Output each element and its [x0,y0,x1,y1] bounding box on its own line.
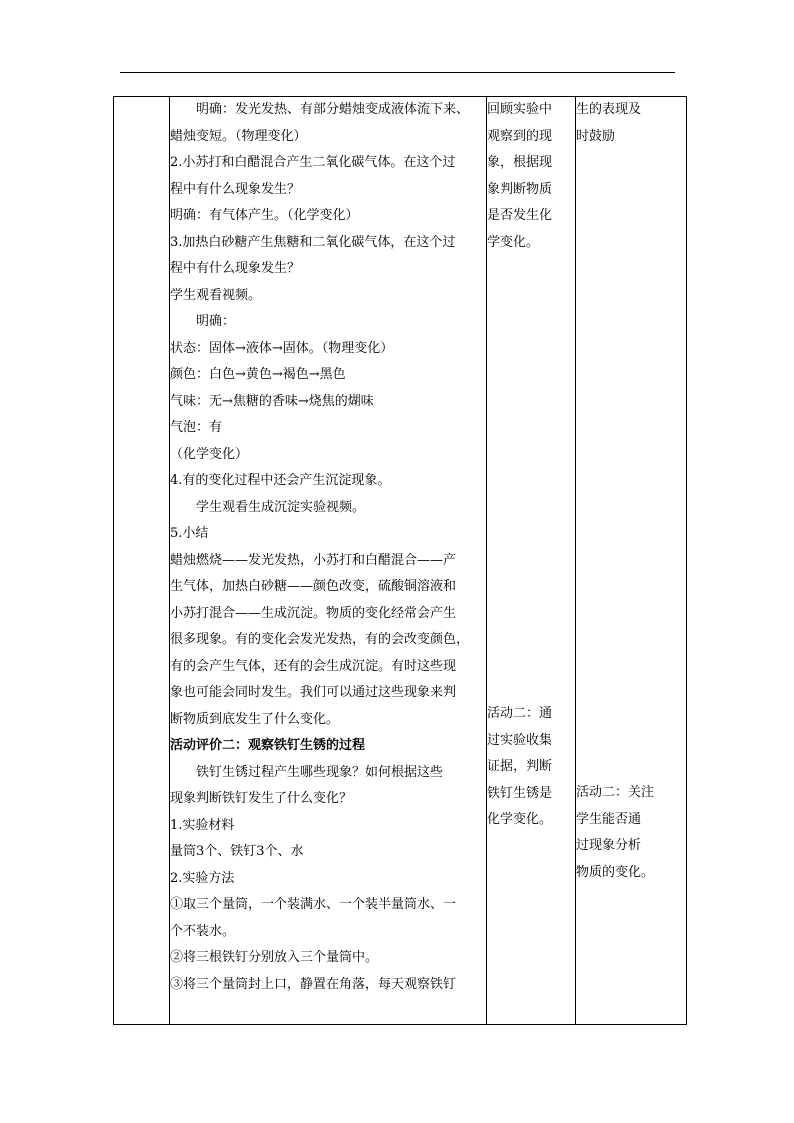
text-line: 4.有的变化过程中还会产生沉淀现象。 [170,473,391,488]
text-line: 铁钉生锈是 [487,785,553,801]
text-line: 2.小苏打和白醋混合产生二氧化碳气体。在这个过 [170,155,456,170]
activity2-title: 活动评价二：观察铁钉生锈的过程 [170,738,366,753]
text-line: ③将三个量筒封上口，静置在角落，每天观察铁钉 [170,976,457,992]
text-line: （化学变化） [170,446,249,462]
text-line: 断物质到底发生了什么变化。 [170,711,340,727]
text-line: 铁钉生锈过程产生哪些现象？如何根据这些 [196,764,444,780]
main-text-part-1 [170,97,486,733]
text-line: 程中有什么现象发生？ [170,261,301,276]
evaluation-bottom [576,780,686,886]
teaching-process-cell [170,97,487,1025]
design-intent-top [487,97,575,256]
text-line: 气泡：有 [170,420,223,435]
text-line: 3.加热白砂糖产生焦糖和二氧化碳气体，在这个过 [170,234,456,250]
text-line: 个不装水。 [170,923,236,939]
lesson-table [113,96,687,1025]
evaluation-cell [576,97,687,1025]
text-line: 生气体，加热白砂糖——颜色改变，硫酸铜溶液和 [170,579,457,594]
text-line: 化学变化。 [487,812,553,827]
text-line: 是否发生化 [487,208,553,223]
design-intent-cell [487,97,576,1025]
text-line: 过现象分析 [576,838,642,853]
text-line: ②将三根铁钉分别放入三个量筒中。 [170,950,379,965]
text-line: 学生观看生成沉淀实验视频。 [196,499,366,515]
blank-cell [114,97,170,1025]
text-line: 生的表现及 [576,102,642,117]
text-line: 气味：无→焦糖的香味→烧焦的煳味 [170,393,374,409]
text-line: ①取三个量筒，一个装满水、一个装半量筒水、一 [170,897,457,912]
text-line: 学生能否通 [576,811,642,827]
text-line: 程中有什么现象发生？ [170,181,301,197]
main-text-part-2 [170,760,486,999]
text-line: 2.实验方法 [170,870,235,886]
text-line: 活动二：关注 [576,785,655,800]
text-line: 量筒3个、铁钉3个、水 [170,844,304,859]
text-line: 现象判断铁钉发生了什么变化？ [170,791,353,806]
text-line: 蜡烛变短。（物理变化） [170,128,307,144]
text-line: 观察到的现 [487,128,553,144]
text-line: 象，根据现 [487,155,553,170]
text-line: 学变化。 [487,234,540,250]
text-line: 物质的变化。 [576,864,655,880]
text-line: 蜡烛燃烧——发光发热，小苏打和白醋混合——产 [170,552,457,568]
text-line: 5.小结 [170,526,209,541]
text-line: 很多现象。有的变化会发光发热，有的会改变颜色， [170,632,470,647]
text-line: 状态：固体→液体→固体。（物理变化） [170,340,394,356]
text-line: 小苏打混合——生成沉淀。物质的变化经常会产生 [170,605,457,621]
text-line: 明确：发光发热、有部分蜡烛变成液体流下来、 [196,102,470,117]
text-line: 象也可能会同时发生。我们可以通过这些现象来判 [170,685,457,700]
text-line: 回顾实验中 [487,102,553,117]
text-line: 过实验收集 [487,732,553,748]
text-line: 活动二：通 [487,706,553,721]
text-line: 颜色：白色→黄色→褐色→黑色 [170,367,346,382]
text-line: 学生观看视频。 [170,287,262,303]
evaluation-top [576,97,686,150]
text-line: 有的会产生气体，还有的会生成沉淀。有时这些现 [170,658,457,674]
text-line: 时鼓励 [576,128,616,144]
text-line: 象判断物质 [487,181,553,197]
design-intent-bottom [487,701,575,834]
text-line: 明确： [196,314,236,329]
text-line: 1.实验材料 [170,817,235,833]
table-row [114,97,687,1025]
header-rule [120,72,675,73]
text-line: 明确：有气体产生。（化学变化） [170,208,359,223]
text-line: 证据，判断 [487,759,553,774]
